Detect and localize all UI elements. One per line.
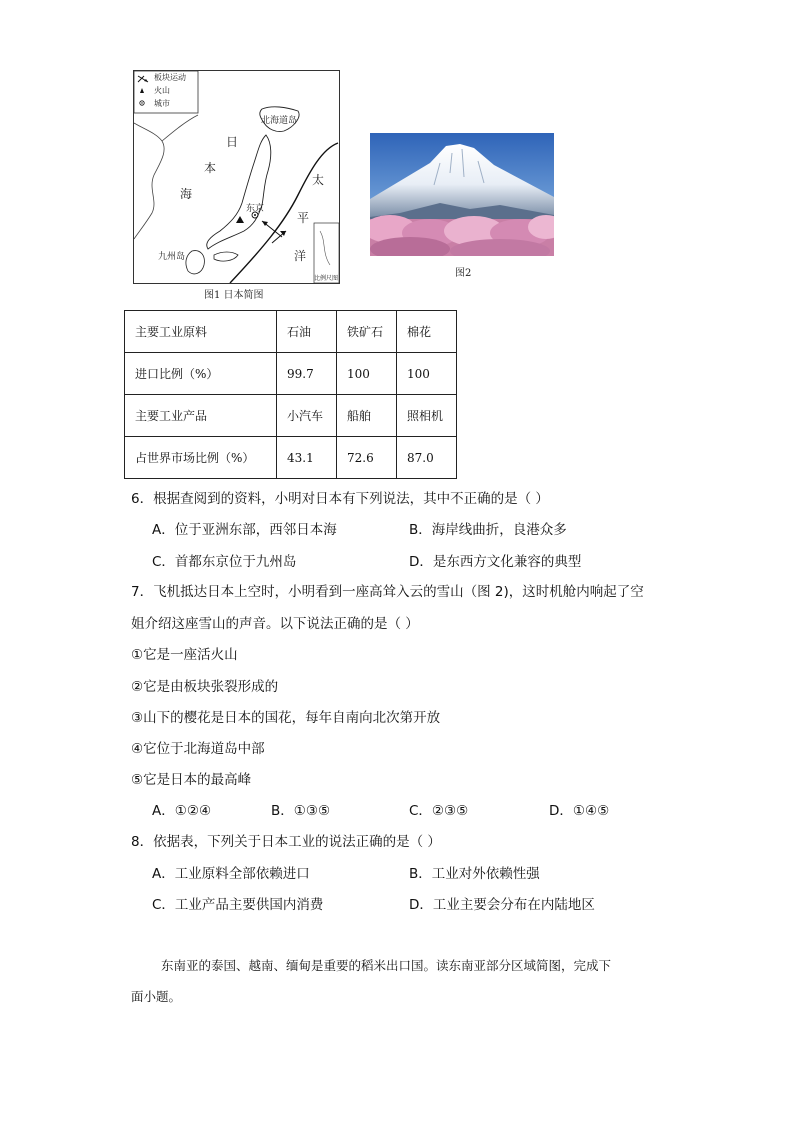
table-cell: 主要工业原料 (125, 311, 277, 353)
table-cell: 照相机 (397, 395, 457, 437)
mount-fuji-illustration (370, 133, 554, 256)
mount-fuji-photo (370, 133, 554, 256)
q6-stem: 6．根据查阅到的资料，小明对日本有下列说法，其中不正确的是（ ） (131, 491, 549, 507)
q7-option-a[interactable]: A．①②④ (152, 803, 212, 819)
table-cell: 主要工业产品 (125, 395, 277, 437)
legend-volcano: 火山 (154, 86, 170, 95)
table-cell: 棉花 (397, 311, 457, 353)
label-ocean-1: 太 (312, 173, 325, 187)
table-cell: 43.1 (277, 437, 337, 479)
q6-option-c[interactable]: C．首都东京位于九州岛 (152, 554, 297, 570)
label-ocean-2: 平 (297, 211, 310, 225)
q7-statement-1: ①它是一座活火山 (131, 647, 238, 663)
q8-option-c[interactable]: C．工业产品主要供国内消费 (152, 897, 324, 913)
q7-statement-5: ⑤它是日本的最高峰 (131, 772, 252, 788)
q7-stem-line2: 姐介绍这座雪山的声音。以下说法正确的是（ ） (131, 616, 419, 632)
table-cell: 小汽车 (277, 395, 337, 437)
label-sea-3: 海 (180, 187, 193, 201)
table-cell: 100 (337, 353, 397, 395)
label-ocean-3: 洋 (294, 249, 307, 263)
q6-option-b[interactable]: B．海岸线曲折，良港众多 (409, 522, 567, 538)
q7-option-d[interactable]: D．①④⑤ (549, 803, 610, 819)
label-hokkaido: 北海道岛 (261, 116, 298, 126)
table-cell: 进口比例（%） (125, 353, 277, 395)
table-row (125, 395, 457, 437)
label-sea-1: 日 (226, 135, 239, 149)
table-cell: 72.6 (337, 437, 397, 479)
q7-statement-2: ②它是由板块张裂形成的 (131, 679, 279, 695)
table-row (125, 353, 457, 395)
table-cell: 100 (397, 353, 457, 395)
q7-statement-4: ④它位于北海道岛中部 (131, 741, 265, 757)
legend-city: 城市 (154, 99, 170, 108)
table-cell: 占世界市场比例（%） (125, 437, 277, 479)
label-sea-2: 本 (204, 161, 217, 175)
japan-map (133, 70, 340, 284)
table-cell: 铁矿石 (337, 311, 397, 353)
table-row (125, 311, 457, 353)
q8-option-d[interactable]: D．工业主要会分布在内陆地区 (409, 897, 595, 913)
table-cell: 船舶 (337, 395, 397, 437)
passage-line1: 东南亚的泰国、越南、缅甸是重要的稻米出口国。读东南亚部分区域简图，完成下 (161, 958, 612, 973)
q8-stem: 8．依据表，下列关于日本工业的说法正确的是（ ） (131, 834, 441, 850)
q7-option-b[interactable]: B．①③⑤ (271, 803, 331, 819)
q6-option-a[interactable]: A．位于亚洲东部，西邻日本海 (152, 522, 337, 538)
q8-option-b[interactable]: B．工业对外依赖性强 (409, 866, 540, 882)
q8-option-a[interactable]: A．工业原料全部依赖进口 (152, 866, 310, 882)
q6-option-d[interactable]: D．是东西方文化兼容的典型 (409, 554, 582, 570)
q7-stem-line1: 7．飞机抵达日本上空时，小明看到一座高耸入云的雪山（图 2)，这时机舱内响起了空 (131, 584, 644, 600)
figure2-caption: 图2 (455, 268, 472, 279)
table-cell: 99.7 (277, 353, 337, 395)
figure1-caption: 图1 日本简图 (204, 290, 264, 301)
legend-plate-motion: 板块运动 (154, 73, 186, 82)
table-row (125, 437, 457, 479)
table-cell: 87.0 (397, 437, 457, 479)
japan-industry-table (124, 310, 457, 479)
label-inset: 比例尺图 (314, 275, 339, 282)
table-cell: 石油 (277, 311, 337, 353)
label-tokyo: 东京 (246, 204, 265, 214)
passage-line2: 面小题。 (131, 989, 182, 1004)
q7-option-c[interactable]: C．②③⑤ (409, 803, 469, 819)
q7-statement-3: ③山下的樱花是日本的国花，每年自南向北次第开放 (131, 710, 441, 726)
label-kyushu: 九州岛 (158, 252, 186, 262)
